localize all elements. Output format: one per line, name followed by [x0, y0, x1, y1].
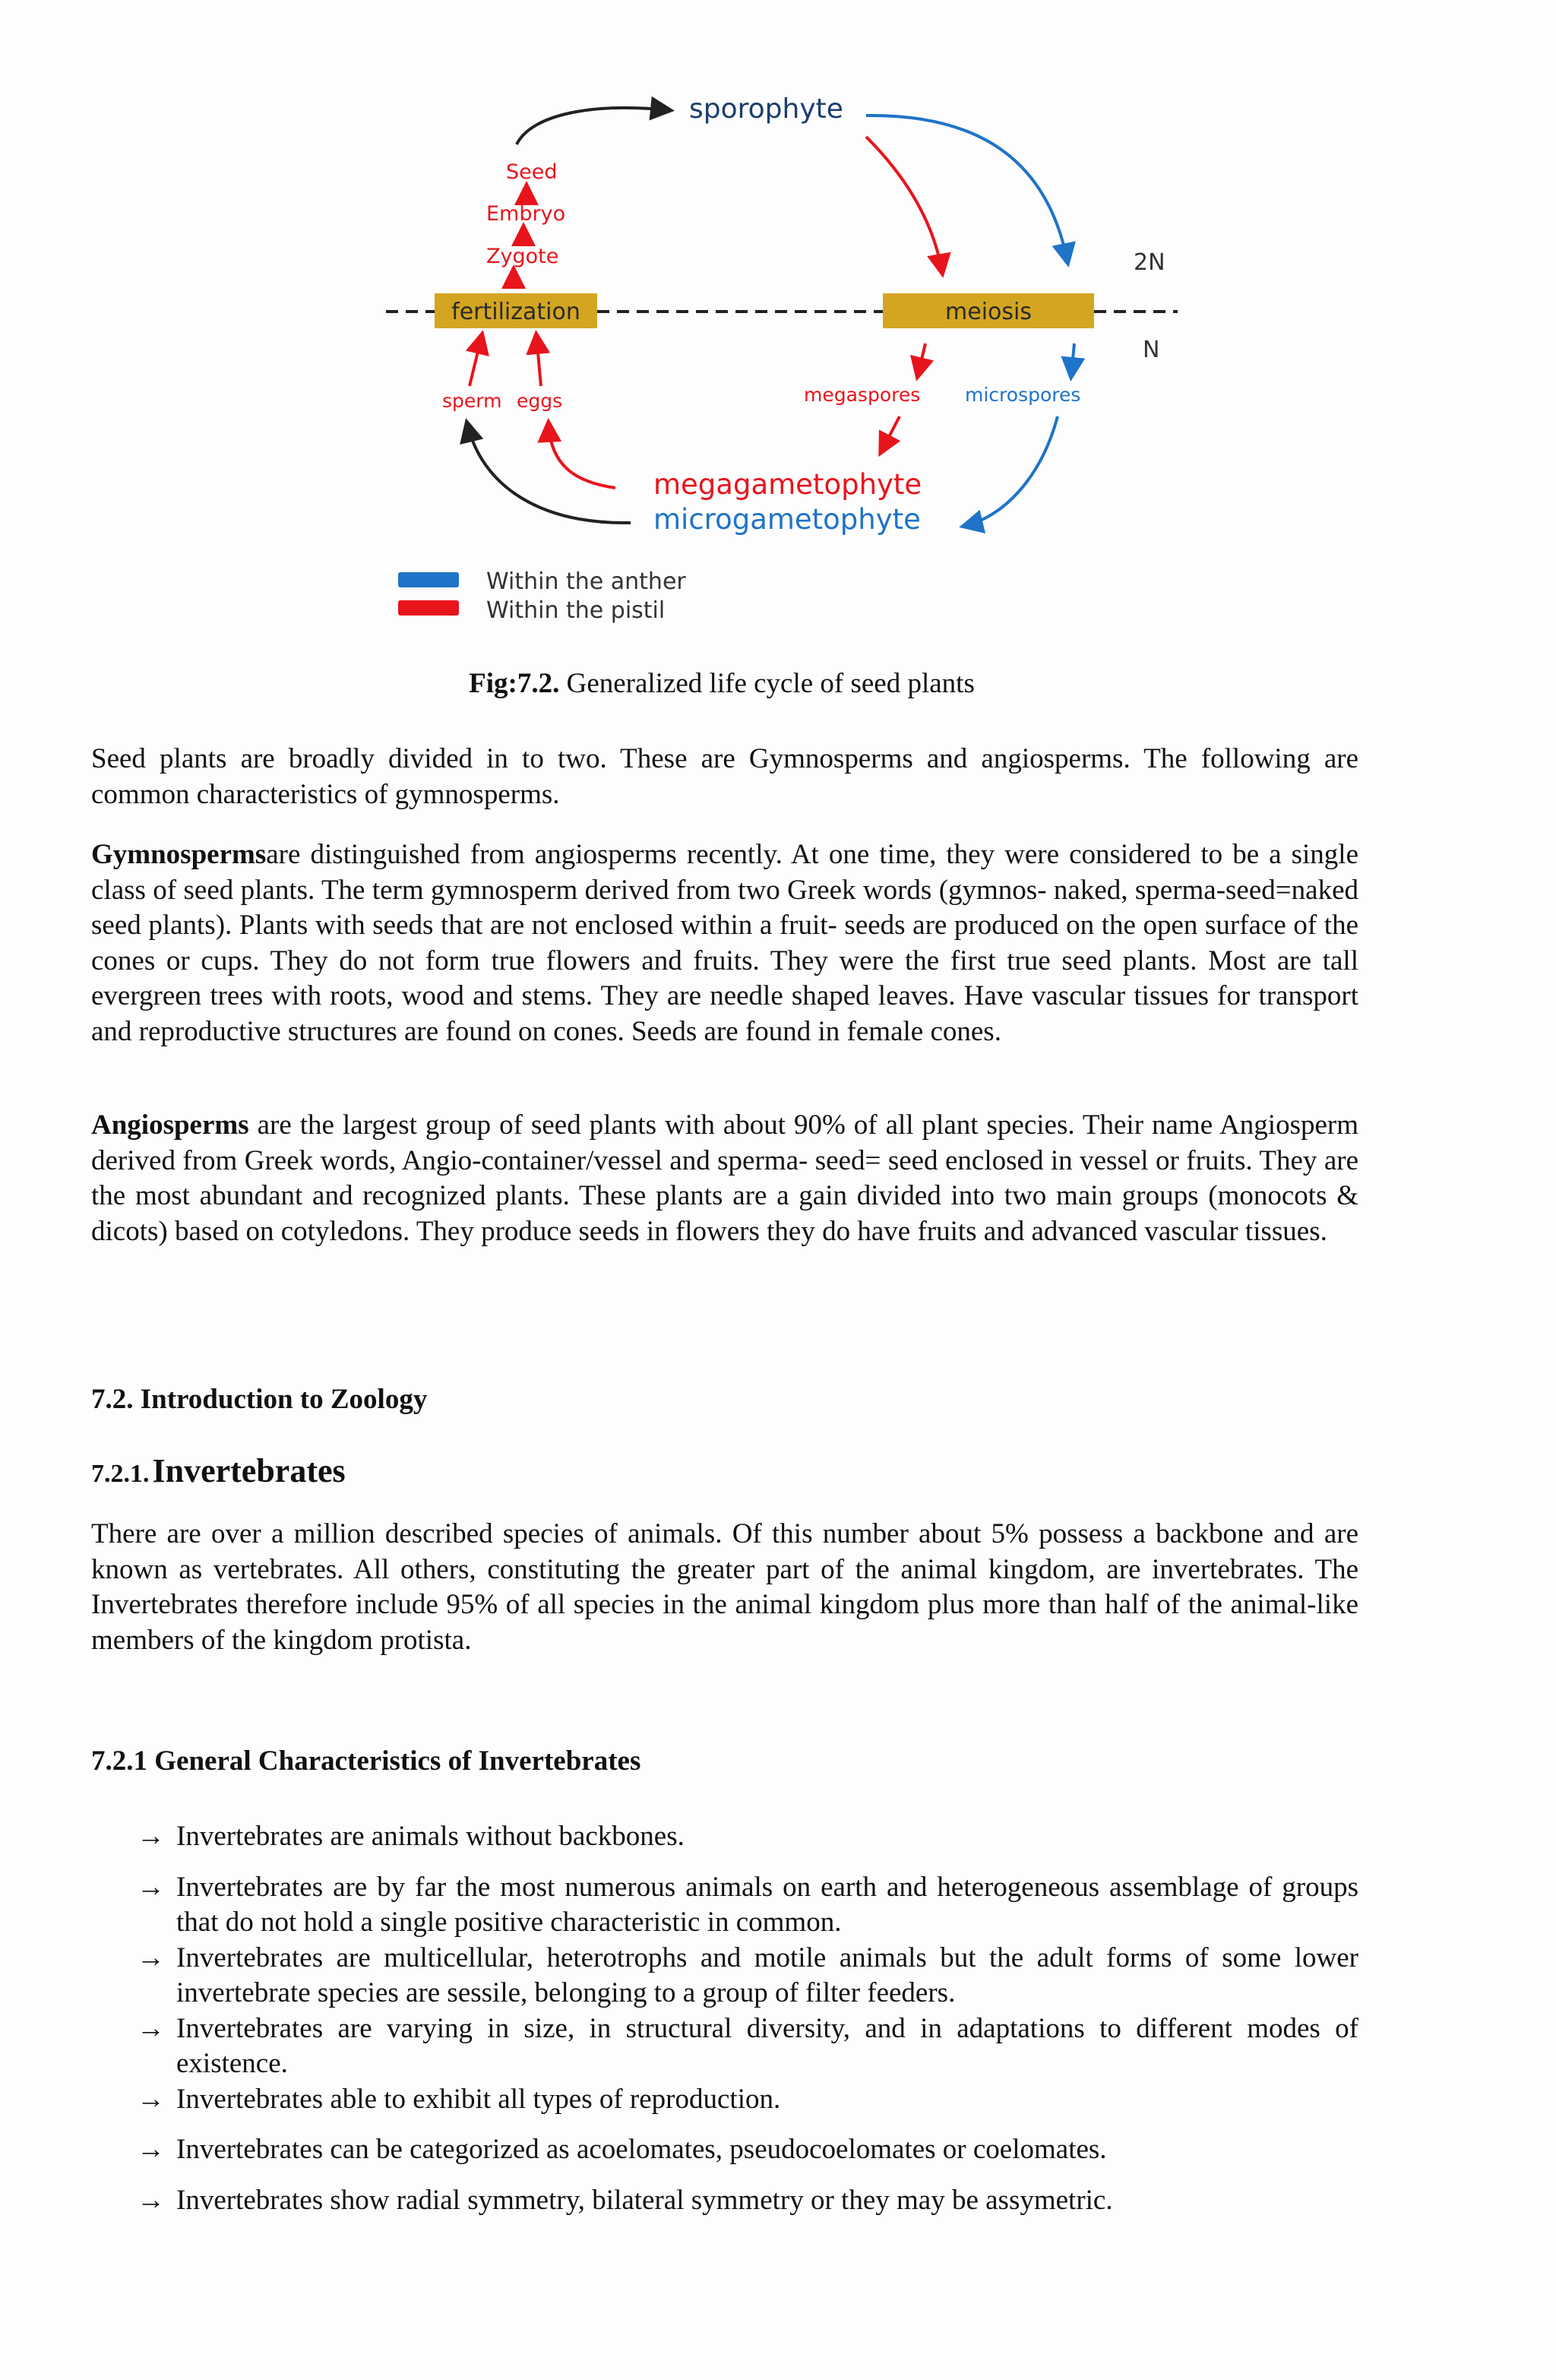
life-cycle-diagram [365, 84, 1200, 646]
list-item-text: Invertebrates are by far the most numerous animals on earth and heterogeneous assemblage of groups that do not hold a single positive characteristic in common. [176, 1871, 1358, 1938]
gymnosperms-term: Gymnosperms [91, 839, 267, 870]
list-item [137, 2183, 1358, 2219]
megaspores-to-megagametophyte-arrow [881, 416, 900, 451]
section-number: 7.2.1. [91, 1460, 150, 1488]
figure-caption [0, 667, 1444, 700]
ploidy-n-label: N [1143, 337, 1160, 363]
angiosperms-paragraph-block [91, 1108, 1358, 1249]
arrow-icon: → [137, 1942, 165, 1973]
sporophyte-to-meiosis-red-arrow [866, 137, 942, 272]
eggs-to-fertilization-arrow [536, 336, 541, 386]
microgametophyte-to-sperm-arrow [467, 424, 631, 523]
megagametophyte-label: megagametophyte [653, 468, 922, 501]
arrow-icon: → [137, 1821, 165, 1852]
intro-paragraph-block [91, 742, 1358, 812]
list-item-text: Invertebrates are varying in size, in structural diversity, and in adaptations to different modes of existence. [176, 2012, 1358, 2079]
meiosis-to-megaspores-arrow [918, 343, 925, 375]
zygote-label: Zygote [486, 245, 559, 268]
list-item-text: Invertebrates are multicellular, heterotrophs and motile animals but the adult forms of some lower invertebrate species are sessile, belonging to a group of filter feeders. [176, 1942, 1358, 2008]
sperm-to-fertilization-arrow [470, 336, 482, 386]
seed-to-sporophyte-arrow [517, 108, 669, 144]
gymnosperms-paragraph [91, 837, 1358, 1049]
gymnosperms-text: are distinguished from angiosperms recently. At one time, they were considered to be a single class of seed plants. The term gymnosperm derived from two Greek words (gymnos- naked, sperma-seed=naked seed plants). Plants with seeds that are not enclosed within a fruit- seeds are produced on the open surface of the cones or cups. They do not form true flowers and fruits. They were the first true seed plants. Most are tall evergreen trees with roots, wood and stems. They are needle shaped leaves. Have vascular tissues for transport and reproductive structures are found on cones. Seeds are found in female cones. [91, 839, 1358, 1047]
sperm-label: sperm [442, 390, 502, 412]
angiosperms-paragraph [91, 1108, 1358, 1249]
ploidy-2n-label: 2N [1134, 249, 1165, 276]
gymnosperms-paragraph-block [91, 837, 1358, 1049]
meiosis-label: meiosis [945, 299, 1032, 325]
sporophyte-label: sporophyte [689, 93, 843, 125]
legend-label-pistil: Within the pistil [486, 597, 666, 624]
invertebrates-paragraph: There are over a million described species of animals. Of this number about 5% possess a backbone and are known as vertebrates. All others, constituting the greater part of the animal kingdom, are invertebrates. The Invertebrates therefore include 95% of all species in the animal kingdom plus more than half of the animal-like members of the kingdom protista. [91, 1518, 1358, 1656]
arrow-icon: → [137, 2134, 165, 2165]
characteristics-list [137, 1819, 1358, 2218]
intro-paragraph: Seed plants are broadly divided in to two. These are Gymnosperms and angiosperms. The following are common characteristics of gymnosperms. [91, 743, 1358, 810]
list-item-text: Invertebrates show radial symmetry, bilateral symmetry or they may be assymetric. [176, 2184, 1113, 2216]
life-cycle-figure [365, 84, 1200, 646]
legend-label-anther: Within the anther [486, 568, 686, 595]
legend-swatch-anther [398, 572, 459, 587]
arrow-icon: → [137, 2012, 165, 2044]
section-heading-7-2-1 [91, 1451, 346, 1490]
microspores-label: microspores [965, 384, 1081, 406]
section-heading-general-characteristics: 7.2.1 General Characteristics of Invertebrates [91, 1745, 641, 1777]
meiosis-to-microspores-arrow [1071, 343, 1074, 375]
section-heading-7-2: 7.2. Introduction to Zoology [91, 1384, 428, 1415]
arrow-icon: → [137, 2083, 165, 2115]
microgametophyte-label: microgametophyte [653, 503, 921, 536]
arrow-icon: → [137, 2184, 165, 2216]
microspores-to-microgametophyte-arrow [965, 416, 1058, 526]
megaspores-label: megaspores [804, 384, 921, 406]
legend-swatch-pistil [398, 600, 459, 616]
list-item [137, 1941, 1358, 2011]
list-item [137, 2011, 1358, 2082]
list-item [137, 1819, 1358, 1855]
fertilization-label: fertilization [451, 299, 580, 325]
list-item [137, 2082, 1358, 2118]
list-item [137, 2132, 1358, 2168]
invertebrates-paragraph-block [91, 1517, 1358, 1658]
megagametophyte-to-eggs-arrow [549, 424, 615, 488]
angiosperms-text: are the largest group of seed plants with about 90% of all plant species. Their name Angiosperm derived from Greek words, Angio-container/vessel and sperma- seed= seed enclosed in vessel or fruits. They are the most abundant and recognized plants. These plants are a gain divided into two main groups (monocots & dicots) based on cotyledons. They produce seeds in flowers they do have fruits and advanced vascular tissues. [91, 1109, 1358, 1247]
eggs-label: eggs [517, 390, 563, 412]
sporophyte-to-meiosis-blue-arrow [866, 116, 1067, 261]
section-title: Invertebrates [152, 1452, 346, 1489]
seed-label: Seed [506, 160, 558, 184]
angiosperms-term: Angiosperms [91, 1109, 249, 1141]
arrow-icon: → [137, 1871, 165, 1903]
list-item-text: Invertebrates able to exhibit all types of reproduction. [176, 2083, 781, 2115]
list-item-text: Invertebrates are animals without backbones. [176, 1821, 685, 1852]
list-item-text: Invertebrates can be categorized as acoelomates, pseudocoelomates or coelomates. [176, 2134, 1107, 2165]
embryo-label: Embryo [486, 202, 566, 226]
caption-text: Generalized life cycle of seed plants [566, 668, 975, 699]
caption-label: Fig:7.2. [469, 668, 560, 699]
list-item [137, 1870, 1358, 1941]
